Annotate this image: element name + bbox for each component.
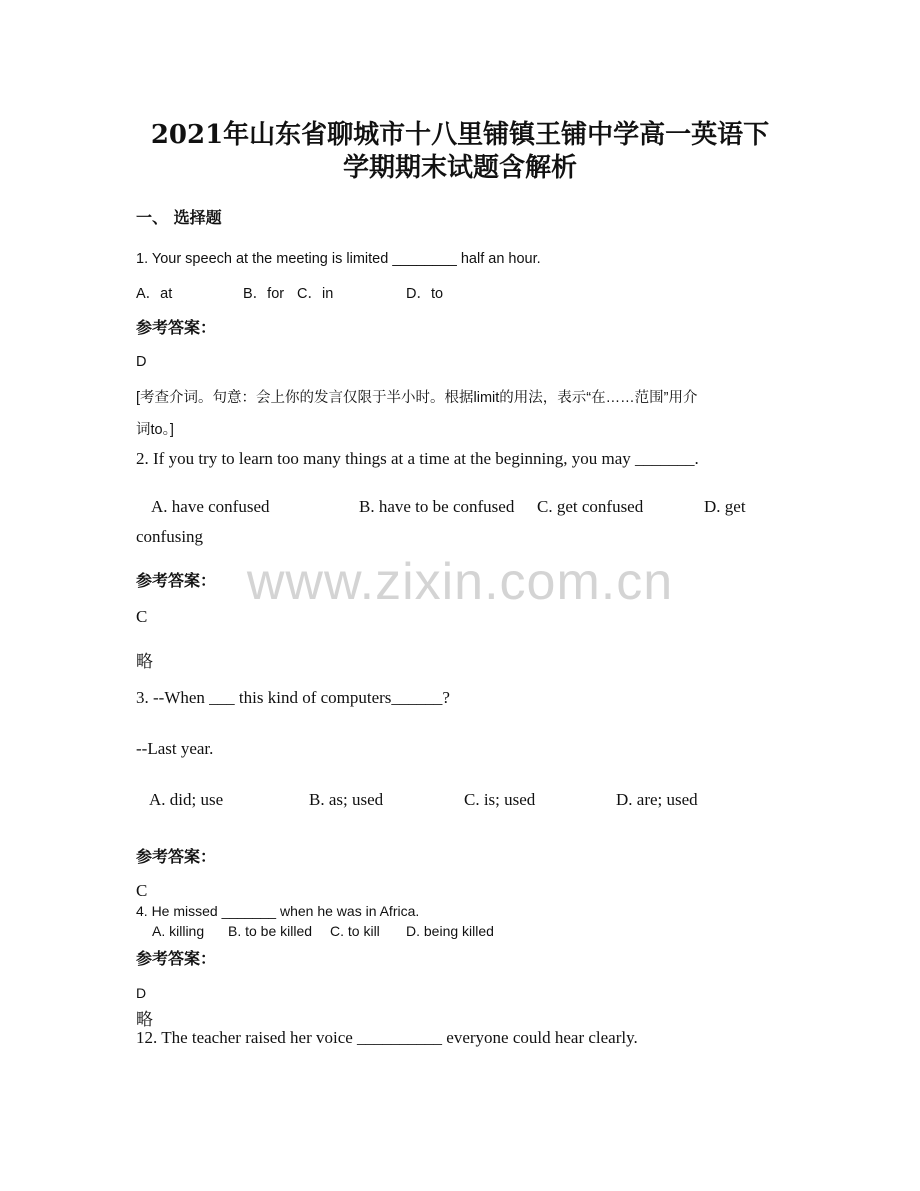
q3-option-b: B. as; used [309, 790, 384, 809]
q4-stem: 4. He missed _______ when he was in Africa. [136, 903, 420, 919]
q4-answer-label: 参考答案： [136, 949, 217, 968]
q1-explanation-cont: 词to。] [136, 422, 174, 438]
q3-answer: C [136, 881, 148, 900]
q1-answer: D [136, 354, 147, 370]
q1-option-d: D．to [406, 286, 444, 302]
q3-answer-label: 参考答案： [136, 847, 217, 866]
q4-option-c: C. to kill [330, 923, 380, 939]
q2-stem: 2. If you try to learn too many things at a time at the beginning, you may _______. [136, 449, 699, 468]
q3-option-a: A. did; use [149, 790, 224, 809]
q3-reply: --Last year. [136, 739, 214, 758]
q4-option-d: D. being killed [406, 923, 494, 939]
q1-option-a: A．at [136, 286, 173, 302]
q4-answer: D [136, 985, 147, 1001]
document-title-line2: 学期期末试题含解析 [342, 153, 577, 183]
q2-option-c: C. get confused [537, 497, 644, 516]
section-heading: 一、 选择题 [136, 208, 222, 227]
q3-stem: 3. --When ___ this kind of computers______? [136, 688, 450, 707]
q2-answer-label: 参考答案： [136, 571, 217, 590]
document-title-line1: 2021年山东省聊城市十八里铺镇王铺中学高一英语下 [150, 120, 770, 150]
q1-option-c: C．in [297, 286, 334, 302]
q3-option-d: D. are; used [616, 790, 698, 809]
watermark: www.zixin.com.cn [246, 553, 674, 611]
q2-option-d-cont: confusing [136, 527, 204, 546]
q1-explanation: [考查介词。句意：会上你的发言仅限于半小时。根据limit的用法，表示“在……范围”用介 [136, 390, 698, 406]
q4-option-a: A. killing [152, 923, 205, 939]
q2-option-b: B. have to be confused [359, 497, 515, 516]
q2-note: 略 [136, 652, 153, 671]
q1-answer-label: 参考答案： [136, 318, 217, 337]
q3-option-c: C. is; used [464, 790, 536, 809]
q1-stem: 1. Your speech at the meeting is limited ________ half an hour. [136, 251, 541, 267]
q2-option-d: D. get [704, 497, 746, 516]
q1-option-b: B．for [243, 286, 285, 302]
q12-stem: 12. The teacher raised her voice __________ everyone could hear clearly. [136, 1028, 638, 1047]
q4-note: 略 [136, 1010, 153, 1029]
q4-option-b: B. to be killed [228, 923, 313, 939]
q2-option-a: A. have confused [151, 497, 270, 516]
q2-answer: C [136, 607, 148, 626]
